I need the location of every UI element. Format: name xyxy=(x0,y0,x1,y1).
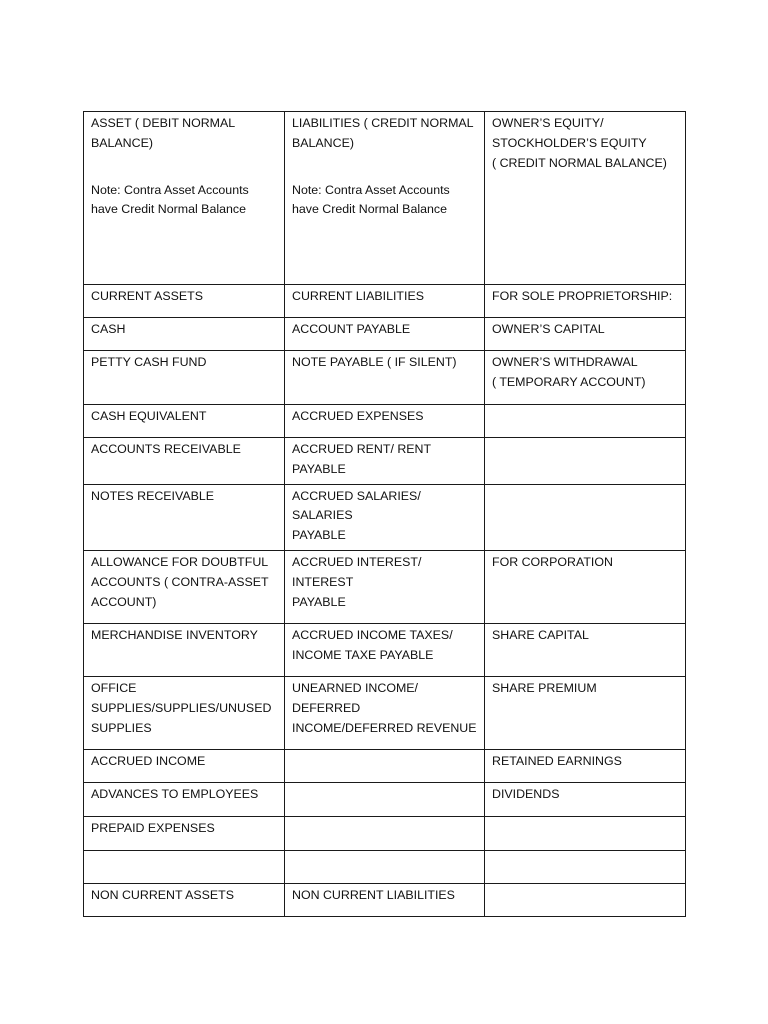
asset-cell-line: SUPPLIES/SUPPLIES/UNUSED xyxy=(91,700,272,715)
liability-cell xyxy=(285,285,485,318)
table-row xyxy=(84,749,686,782)
asset-cell-line: ACCRUED INCOME xyxy=(91,753,206,768)
liability-cell-line: ACCRUED EXPENSES xyxy=(292,409,424,423)
table-row xyxy=(84,484,686,550)
equity-cell xyxy=(485,351,686,405)
asset-cell-line: CASH xyxy=(91,322,126,336)
liability-cell-line: NON CURRENT LIABILITIES xyxy=(292,887,455,902)
equity-cell-line: OWNER’S CAPITAL xyxy=(492,322,605,336)
header-assets-cell xyxy=(84,112,285,285)
liability-cell-line: CURRENT LIABILITIES xyxy=(292,289,424,303)
asset-cell-line: NOTES RECEIVABLE xyxy=(91,488,215,503)
asset-cell-line: MERCHANDISE INVENTORY xyxy=(91,627,258,642)
asset-cell-line: CASH EQUIVALENT xyxy=(91,409,207,423)
liability-cell xyxy=(285,318,485,351)
equity-cell xyxy=(485,623,686,676)
spacer xyxy=(292,154,477,181)
liability-cell xyxy=(285,782,485,816)
header-assets-line: ASSET ( DEBIT NORMAL xyxy=(91,116,236,130)
asset-cell-line: CURRENT ASSETS xyxy=(91,289,203,303)
liability-cell xyxy=(285,749,485,782)
equity-cell-line: RETAINED EARNINGS xyxy=(492,753,622,768)
asset-cell-line: OFFICE xyxy=(91,680,137,695)
equity-cell xyxy=(485,749,686,782)
equity-cell-line: FOR CORPORATION xyxy=(492,554,613,569)
liability-cell xyxy=(285,883,485,916)
equity-cell xyxy=(485,438,686,485)
table-row xyxy=(84,285,686,318)
asset-cell xyxy=(84,623,285,676)
liability-cell-line: PAYABLE xyxy=(292,528,346,543)
equity-cell xyxy=(485,782,686,816)
header-liabilities-note-line: have Credit Normal Balance xyxy=(292,202,447,217)
liability-cell xyxy=(285,676,485,749)
liability-cell xyxy=(285,623,485,676)
equity-cell-line: SHARE PREMIUM xyxy=(492,680,597,695)
liability-cell-line: INCOME TAXE PAYABLE xyxy=(292,647,434,662)
table-row xyxy=(84,318,686,351)
table-row xyxy=(84,351,686,405)
header-liabilities-line: BALANCE) xyxy=(292,135,354,150)
header-liabilities-line: LIABILITIES ( CREDIT NORMAL xyxy=(292,116,474,130)
header-row xyxy=(84,112,686,285)
header-assets-note-line: Note: Contra Asset Accounts xyxy=(91,182,249,197)
liability-cell-line: INCOME/DEFERRED REVENUE xyxy=(292,720,477,735)
asset-cell-line: SUPPLIES xyxy=(91,720,152,735)
header-liabilities-cell xyxy=(285,112,485,285)
asset-cell-line: PREPAID EXPENSES xyxy=(91,820,215,835)
liability-cell-line: ACCRUED INTEREST/ INTEREST xyxy=(292,554,425,589)
asset-cell-line: ACCOUNTS RECEIVABLE xyxy=(91,442,241,456)
table-row xyxy=(84,883,686,916)
asset-cell xyxy=(84,676,285,749)
table-row xyxy=(84,816,686,850)
equity-cell xyxy=(485,484,686,550)
equity-cell xyxy=(485,883,686,916)
asset-cell xyxy=(84,351,285,405)
liability-cell-line: PAYABLE xyxy=(292,594,346,609)
liability-cell xyxy=(285,438,485,485)
equity-cell xyxy=(485,405,686,438)
equity-cell-line: ( TEMPORARY ACCOUNT) xyxy=(492,374,646,389)
accounts-table xyxy=(83,111,686,917)
table-row xyxy=(84,782,686,816)
equity-cell xyxy=(485,550,686,623)
asset-cell xyxy=(84,285,285,318)
header-equity-line: OWNER’S EQUITY/ xyxy=(492,116,604,130)
liability-cell xyxy=(285,850,485,883)
header-assets-line: BALANCE) xyxy=(91,135,153,150)
table-row xyxy=(84,850,686,883)
asset-cell-line: ACCOUNTS ( CONTRA-ASSET xyxy=(91,574,269,589)
equity-cell xyxy=(485,285,686,318)
equity-cell-line: DIVIDENDS xyxy=(492,786,560,801)
header-liabilities-note-line: Note: Contra Asset Accounts xyxy=(292,182,450,197)
table-row xyxy=(84,676,686,749)
asset-cell-line: NON CURRENT ASSETS xyxy=(91,887,234,902)
asset-cell xyxy=(84,883,285,916)
asset-cell xyxy=(84,438,285,485)
liability-cell xyxy=(285,550,485,623)
asset-cell xyxy=(84,850,285,883)
asset-cell xyxy=(84,405,285,438)
accounts-table-body xyxy=(84,112,686,917)
liability-cell-line: ACCRUED SALARIES/ SALARIES xyxy=(292,488,425,523)
header-assets-note-line: have Credit Normal Balance xyxy=(91,202,246,217)
asset-cell xyxy=(84,749,285,782)
asset-cell-line: ACCOUNT) xyxy=(91,594,157,609)
table-row xyxy=(84,405,686,438)
asset-cell-line: ADVANCES TO EMPLOYEES xyxy=(91,786,259,801)
asset-cell xyxy=(84,816,285,850)
header-equity-line: STOCKHOLDER’S EQUITY xyxy=(492,135,647,150)
liability-cell-line: NOTE PAYABLE ( IF SILENT) xyxy=(292,355,457,369)
table-row xyxy=(84,438,686,485)
equity-cell-line: OWNER’S WITHDRAWAL xyxy=(492,355,638,369)
table-row xyxy=(84,550,686,623)
asset-cell xyxy=(84,782,285,816)
asset-cell-line: PETTY CASH FUND xyxy=(91,355,207,369)
equity-cell-line: FOR SOLE PROPRIETORSHIP: xyxy=(492,289,673,303)
spacer xyxy=(91,154,277,181)
liability-cell xyxy=(285,351,485,405)
liability-cell xyxy=(285,405,485,438)
liability-cell-line: ACCRUED RENT/ RENT PAYABLE xyxy=(292,442,435,476)
header-equity-cell xyxy=(485,112,686,285)
header-equity-line: ( CREDIT NORMAL BALANCE) xyxy=(492,155,667,170)
liability-cell-line: ACCRUED INCOME TAXES/ xyxy=(292,627,453,642)
asset-cell xyxy=(84,318,285,351)
liability-cell-line: UNEARNED INCOME/ DEFERRED xyxy=(292,680,422,715)
asset-cell-line: ALLOWANCE FOR DOUBTFUL xyxy=(91,554,269,569)
equity-cell xyxy=(485,676,686,749)
equity-cell xyxy=(485,816,686,850)
asset-cell xyxy=(84,550,285,623)
liability-cell xyxy=(285,484,485,550)
table-row xyxy=(84,623,686,676)
equity-cell-line: SHARE CAPITAL xyxy=(492,627,589,642)
equity-cell xyxy=(485,850,686,883)
liability-cell-line: ACCOUNT PAYABLE xyxy=(292,322,411,336)
liability-cell xyxy=(285,816,485,850)
asset-cell xyxy=(84,484,285,550)
equity-cell xyxy=(485,318,686,351)
